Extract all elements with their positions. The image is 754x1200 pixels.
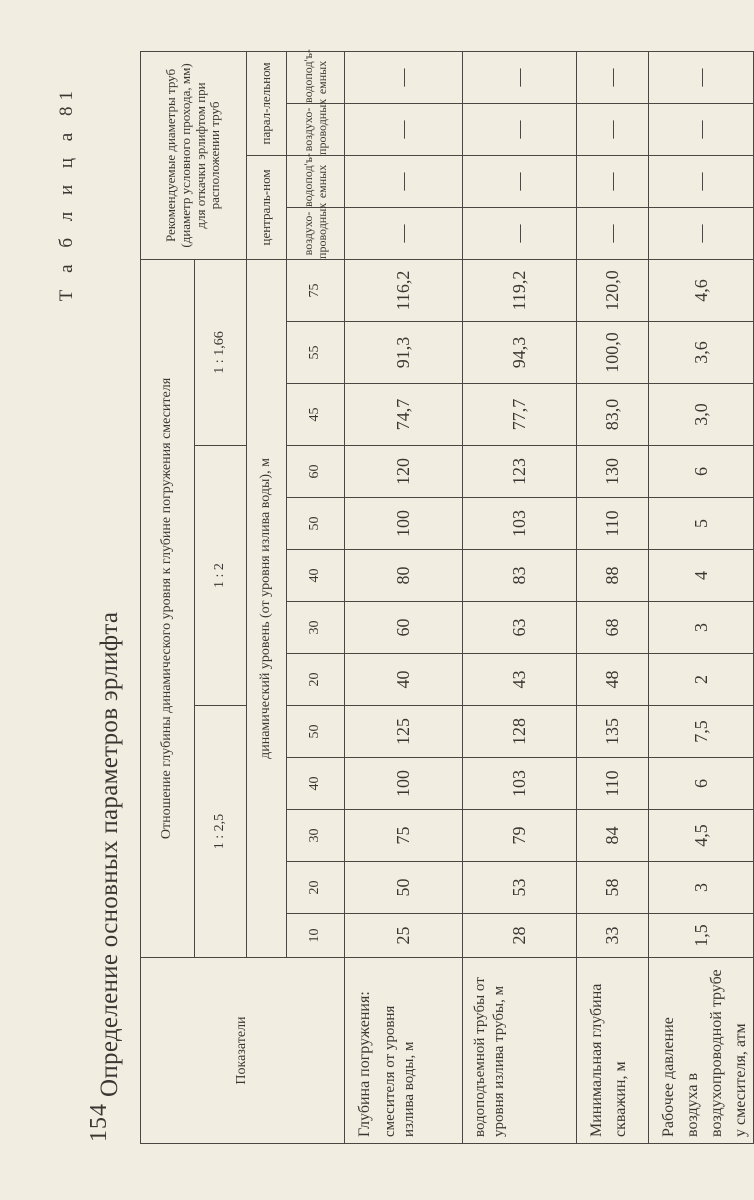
level-cell: 60: [287, 446, 345, 498]
level-cell: 20: [287, 654, 345, 706]
value-cell: 125: [345, 706, 463, 758]
pipe-cell: —: [345, 155, 463, 207]
ratio-group-1-2: 1 : 2: [195, 446, 247, 706]
row-label-sub: водоподъемной трубы от уровня излива трубы, м: [472, 977, 507, 1137]
level-cell: 75: [287, 259, 345, 321]
value-cell: 91,3: [345, 322, 463, 384]
pipe-type-cell: водопод'ъ-емных: [287, 51, 345, 103]
value-cell: 6: [649, 758, 754, 810]
value-cell: 40: [345, 654, 463, 706]
value-cell: 48: [577, 654, 649, 706]
value-cell: 84: [577, 810, 649, 862]
level-cell: 55: [287, 322, 345, 384]
value-cell: 123: [463, 446, 577, 498]
value-cell: 68: [577, 602, 649, 654]
value-cell: 120,0: [577, 259, 649, 321]
value-cell: 100: [345, 498, 463, 550]
value-cell: 103: [463, 758, 577, 810]
pipe-cell: —: [577, 51, 649, 103]
value-cell: 33: [577, 914, 649, 958]
level-cell: 10: [287, 914, 345, 958]
value-cell: 100: [345, 758, 463, 810]
value-cell: 3: [649, 602, 754, 654]
value-cell: 2: [649, 654, 754, 706]
value-cell: 74,7: [345, 384, 463, 446]
table-number-label: Т а б л и ц а 81: [56, 85, 77, 302]
value-cell: 4,6: [649, 259, 754, 321]
level-cell: 30: [287, 810, 345, 862]
pipe-cell: —: [345, 103, 463, 155]
value-cell: 43: [463, 654, 577, 706]
row-label: [463, 958, 577, 1144]
level-cell: 30: [287, 602, 345, 654]
pipe-cell: —: [463, 103, 577, 155]
value-cell: 1,5: [649, 914, 754, 958]
value-cell: 50: [345, 862, 463, 914]
value-cell: 110: [577, 758, 649, 810]
value-cell: 3,6: [649, 322, 754, 384]
value-cell: 3,0: [649, 384, 754, 446]
value-cell: 28: [463, 914, 577, 958]
row-label-main: Глубина погружения:: [356, 991, 373, 1137]
value-cell: 75: [345, 810, 463, 862]
pipe-cell: —: [577, 155, 649, 207]
pipe-cell: —: [345, 51, 463, 103]
row-label: [649, 958, 754, 1144]
value-cell: 7,5: [649, 706, 754, 758]
value-cell: 80: [345, 550, 463, 602]
value-cell: 5: [649, 498, 754, 550]
pipe-cell: —: [649, 155, 754, 207]
table-row: [345, 51, 463, 1143]
value-cell: 110: [577, 498, 649, 550]
ratio-group-1-2-5: 1 : 2,5: [195, 706, 247, 958]
value-cell: 128: [463, 706, 577, 758]
pipe-cell: —: [649, 207, 754, 259]
level-cell: 45: [287, 384, 345, 446]
pipe-cell: —: [463, 155, 577, 207]
pipe-cell: —: [649, 103, 754, 155]
table-row: [649, 51, 754, 1143]
level-cell: 40: [287, 550, 345, 602]
pipe-cell: —: [649, 51, 754, 103]
value-cell: 100,0: [577, 322, 649, 384]
table-caption: Определение основных параметров эрлифта: [96, 611, 123, 1097]
indicators-header: Показатели: [141, 958, 345, 1144]
table-row: [463, 51, 577, 1143]
row-label-main: Рабочее давление воздуха в воздухопроводной трубе у смесителя, атм: [660, 969, 749, 1137]
value-cell: 4,5: [649, 810, 754, 862]
value-cell: 120: [345, 446, 463, 498]
pipe-type-cell: воздухо-проводных: [287, 103, 345, 155]
row-label: [577, 958, 649, 1144]
value-cell: 25: [345, 914, 463, 958]
value-cell: 6: [649, 446, 754, 498]
recommended-diameters-header: Рекомендуемые диаметры труб (диаметр условного прохода, мм) для откачки эрлифтом при расположении труб: [141, 51, 247, 259]
value-cell: 63: [463, 602, 577, 654]
value-cell: 83,0: [577, 384, 649, 446]
value-cell: 58: [577, 862, 649, 914]
value-cell: 79: [463, 810, 577, 862]
value-cell: 130: [577, 446, 649, 498]
row-label-main: Минимальная глубина скважин, м: [588, 983, 629, 1137]
page-number: 154: [86, 1103, 112, 1142]
value-cell: 83: [463, 550, 577, 602]
value-cell: 77,7: [463, 384, 577, 446]
placement-parallel: парал-лельном: [247, 51, 287, 155]
value-cell: 119,2: [463, 259, 577, 321]
level-cell: 50: [287, 498, 345, 550]
ratio-header: Отношение глубины динамического уровня к глубине погружения смесителя: [141, 259, 195, 957]
value-cell: 94,3: [463, 322, 577, 384]
row-label: [345, 958, 463, 1144]
value-cell: 60: [345, 602, 463, 654]
value-cell: 135: [577, 706, 649, 758]
value-cell: 4: [649, 550, 754, 602]
pipe-cell: —: [577, 207, 649, 259]
pipe-type-cell: воздухо-проводных: [287, 207, 345, 259]
value-cell: 53: [463, 862, 577, 914]
level-cell: 20: [287, 862, 345, 914]
table-row: [577, 51, 649, 1143]
placement-central: централь-ном: [247, 155, 287, 259]
level-cell: 50: [287, 706, 345, 758]
erlift-parameters-table: [140, 51, 754, 1144]
pipe-cell: —: [577, 103, 649, 155]
dynamic-level-header: динамический уровень (от уровня излива воды), м: [247, 259, 287, 957]
ratio-group-1-1-66: 1 : 1,66: [195, 259, 247, 445]
value-cell: 88: [577, 550, 649, 602]
pipe-cell: —: [345, 207, 463, 259]
pipe-cell: —: [463, 51, 577, 103]
pipe-type-cell: водопод'ъ-емных: [287, 155, 345, 207]
row-label-sub: смесителя от уровня излива воды, м: [382, 1005, 417, 1137]
value-cell: 3: [649, 862, 754, 914]
level-cell: 40: [287, 758, 345, 810]
value-cell: 103: [463, 498, 577, 550]
value-cell: 116,2: [345, 259, 463, 321]
pipe-cell: —: [463, 207, 577, 259]
